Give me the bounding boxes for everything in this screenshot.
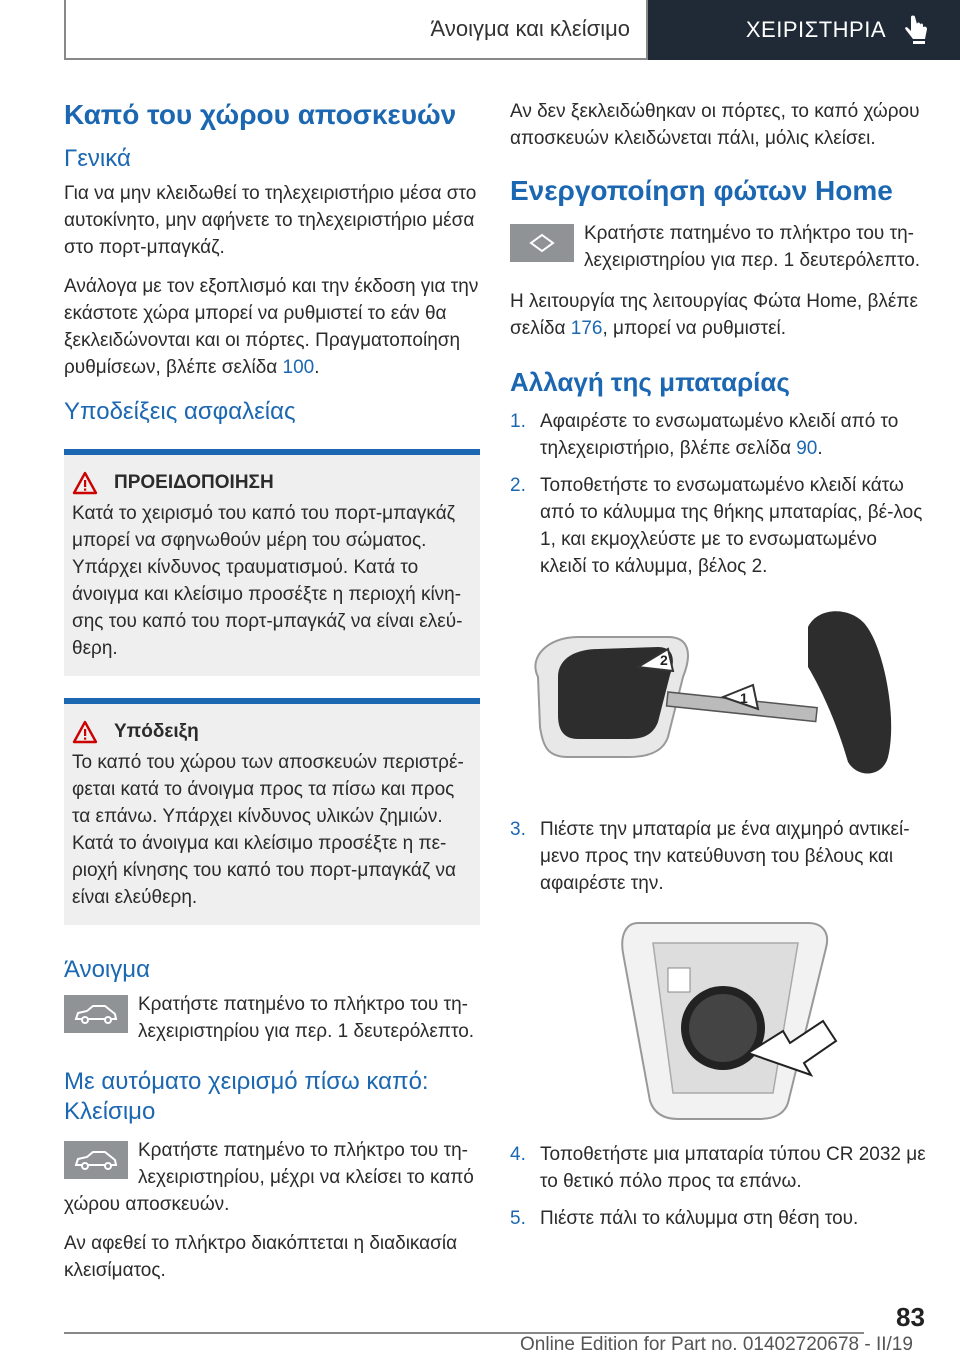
notice-title-row (64, 718, 480, 745)
key-fob-illustration (518, 597, 918, 797)
battery-steps (510, 408, 926, 580)
section-title: Άνοιγμα και κλείσιμο (64, 0, 648, 60)
step-5-text: Πιέστε πάλι το κάλυμμα στη θέση του. (540, 1208, 859, 1229)
home-lights-paragraph (510, 288, 926, 342)
home-lights-text: Κρατήστε πατημένο το πλήκτρο του τη-λεχειριστηρίου για περ. 1 δευτερόλεπτο. (584, 223, 921, 271)
page-header (64, 0, 960, 64)
step-3-text: Πιέστε την μπαταρία με ένα αιχμηρό αντικεί-μενο προς την κατεύθυνση του βέλους και αφαιρέστε την. (540, 819, 910, 894)
battery-steps-continued (510, 816, 926, 897)
home-lights-heading: Ενεργοποίηση φώτων Home (510, 175, 893, 206)
home-p2-text: Η λειτουργία της λειτουργίας Φώτα Home, βλέπε σελίδα (510, 291, 918, 339)
step-text (540, 408, 926, 462)
page-title: Καπό του χώρου αποσκευών (64, 99, 457, 130)
page-link-90[interactable]: 90 (796, 438, 818, 459)
step-4-text: Τοποθετήστε μια μπαταρία τύπου CR 2032 με το θετικό πόλο προς τα επάνω. (540, 1144, 926, 1192)
right-top-paragraph: Αν δεν ξεκλειδώθηκαν οι πόρτες, το καπό χώρου αποσκευών κλειδώνεται πάλι, μόλις κλείσει. (510, 101, 920, 149)
warning-title-row (64, 469, 480, 496)
list-item (510, 816, 926, 897)
list-item (510, 408, 926, 462)
step-number: 3. (510, 819, 526, 840)
open-instruction (64, 991, 480, 1045)
step-2-text: Τοποθετήστε το ενσωματωμένο κλειδί κάτω από το κάλυμμα της θήκης μπαταρίας, βέ-λος 1, και εκμοχλεύστε με το ενσωματωμένο κλειδί το κάλυμμα, βέλος 2. (540, 475, 923, 577)
general-p2-end: . (314, 357, 320, 378)
battery-steps-final (510, 1141, 926, 1232)
auto-close-instruction (64, 1137, 480, 1218)
warning-body: Κατά το χειρισμό του καπό του πορτ-μπαγκάζ μπορεί να σφηνωθούν μέρη του σώματος. Υπάρχει κίνδυνος τραυματισμού. Κατά το άνοιγμα και κλείσιμο προσέξτε η περιοχή κίνη-σης του καπό του πορτ-μπαγκάζ να είναι ελεύ-θερη. (72, 503, 463, 659)
right-column (510, 98, 926, 1242)
page-link-176[interactable]: 176 (570, 318, 603, 339)
warning-triangle-icon (72, 471, 98, 495)
list-item (510, 1205, 926, 1232)
trunk-button-icon (64, 1141, 128, 1179)
open-heading: Άνοιγμα (64, 956, 150, 983)
auto-close-paragraph: Αν αφεθεί το πλήκτρο διακόπτεται η διαδικασία κλεισίματος. (64, 1233, 458, 1281)
general-paragraph-2 (64, 273, 480, 381)
general-p2-text: Ανάλογα με τον εξοπλισμό και την έκδοση για την εκάστοτε χώρα μπορεί να ρυθμιστεί το εάν θα ξεκλειδώνονται και οι πόρτες. Πραγματοποίηση ρυθμίσεων, βλέπε σελίδα (64, 276, 479, 378)
battery-illustration (568, 913, 868, 1123)
page-link-100[interactable]: 100 (282, 357, 315, 378)
trunk-button-icon (64, 995, 128, 1033)
step-1-end: . (817, 438, 823, 459)
general-paragraph-1: Για να μην κλειδωθεί το τηλεχειριστήριο μέσα στο αυτοκίνητο, μην αφήνετε το τηλεχειριστήριο μέσα στο πορτ-μπαγκάζ. (64, 183, 477, 258)
open-text: Κρατήστε πατημένο το πλήκτρο του τη-λεχειριστηρίου για περ. 1 δευτερόλεπτο. (138, 994, 475, 1042)
step-number: 1. (510, 411, 526, 432)
auto-close-text: Κρατήστε πατημένο το πλήκτρο του τη-λεχειριστηρίου, μέχρι να κλείσει το καπό χώρου αποσκευών. (64, 1140, 474, 1215)
footer-edition: Online Edition for Part no. 01402720678 - II/19 (520, 1334, 913, 1355)
step-number: 4. (510, 1144, 526, 1165)
list-item (510, 1141, 926, 1195)
arrow-2-label: 2 (660, 652, 668, 668)
battery-heading: Αλλαγή της μπαταρίας (510, 367, 790, 397)
notice-box (64, 698, 480, 925)
home-lights-button-icon (510, 224, 574, 262)
safety-heading: Υποδείξεις ασφαλείας (64, 398, 296, 425)
step-number: 2. (510, 475, 526, 496)
auto-close-heading: Με αυτόματο χειρισμό πίσω καπό: Κλείσιμο (64, 1068, 429, 1125)
home-lights-instruction (510, 220, 926, 274)
page-number: 83 (896, 1302, 925, 1332)
hand-pointer-icon (904, 15, 930, 45)
warning-box (64, 449, 480, 676)
arrow-1-label: 1 (740, 690, 748, 706)
battery-figure (510, 907, 926, 1129)
warning-title: ΠΡΟΕΙΔΟΠΟΙΗΣΗ (114, 472, 274, 493)
chapter-tab (648, 0, 960, 60)
chapter-title: ΧΕΙΡΙΣΤΗΡΙΑ (745, 17, 886, 42)
home-p2-end: , μπορεί να ρυθμιστεί. (602, 318, 787, 339)
left-column (64, 98, 480, 1296)
list-item (510, 472, 926, 580)
general-heading: Γενικά (64, 145, 131, 172)
warning-triangle-icon (72, 720, 98, 744)
step-number: 5. (510, 1208, 526, 1229)
step-1-text: Αφαιρέστε το ενσωματωμένο κλειδί από το τηλεχειριστήριο, βλέπε σελίδα (540, 411, 899, 459)
key-fob-figure (510, 590, 926, 804)
notice-title: Υπόδειξη (114, 721, 199, 742)
notice-body: Το καπό του χώρου των αποσκευών περιστρέ-φεται κατά το άνοιγμα προς τα πίσω και προς τα επάνω. Υπάρχει κίνδυνος υλικών ζημιών. Κατά το άνοιγμα και κλείσιμο προσέξτε η πε-ριοχή κίνησης του καπό του πορτ-μπαγκάζ να είναι ελεύθερη. (72, 752, 464, 908)
